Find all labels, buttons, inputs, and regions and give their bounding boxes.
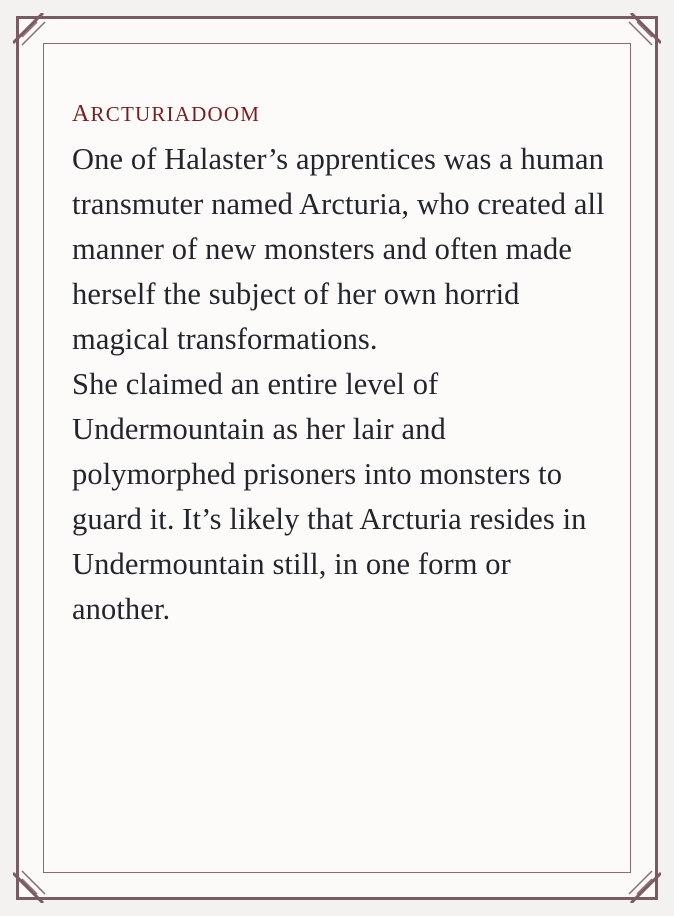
card-paragraph: One of Halaster’s apprentices was a human transmuter named Arcturia, who created all manner of new monsters and often made herself the subject of her own horrid magical transformations. xyxy=(72,142,605,357)
card-body xyxy=(72,137,606,632)
card-content xyxy=(72,92,606,856)
card-title: arcturiadoom xyxy=(72,92,261,129)
card-paragraph: She claimed an entire level of Undermountain as her lair and polymorphed prisoners into monsters to guard it. It’s likely that Arcturia resides in Undermountain still, in one form or another. xyxy=(72,367,587,627)
